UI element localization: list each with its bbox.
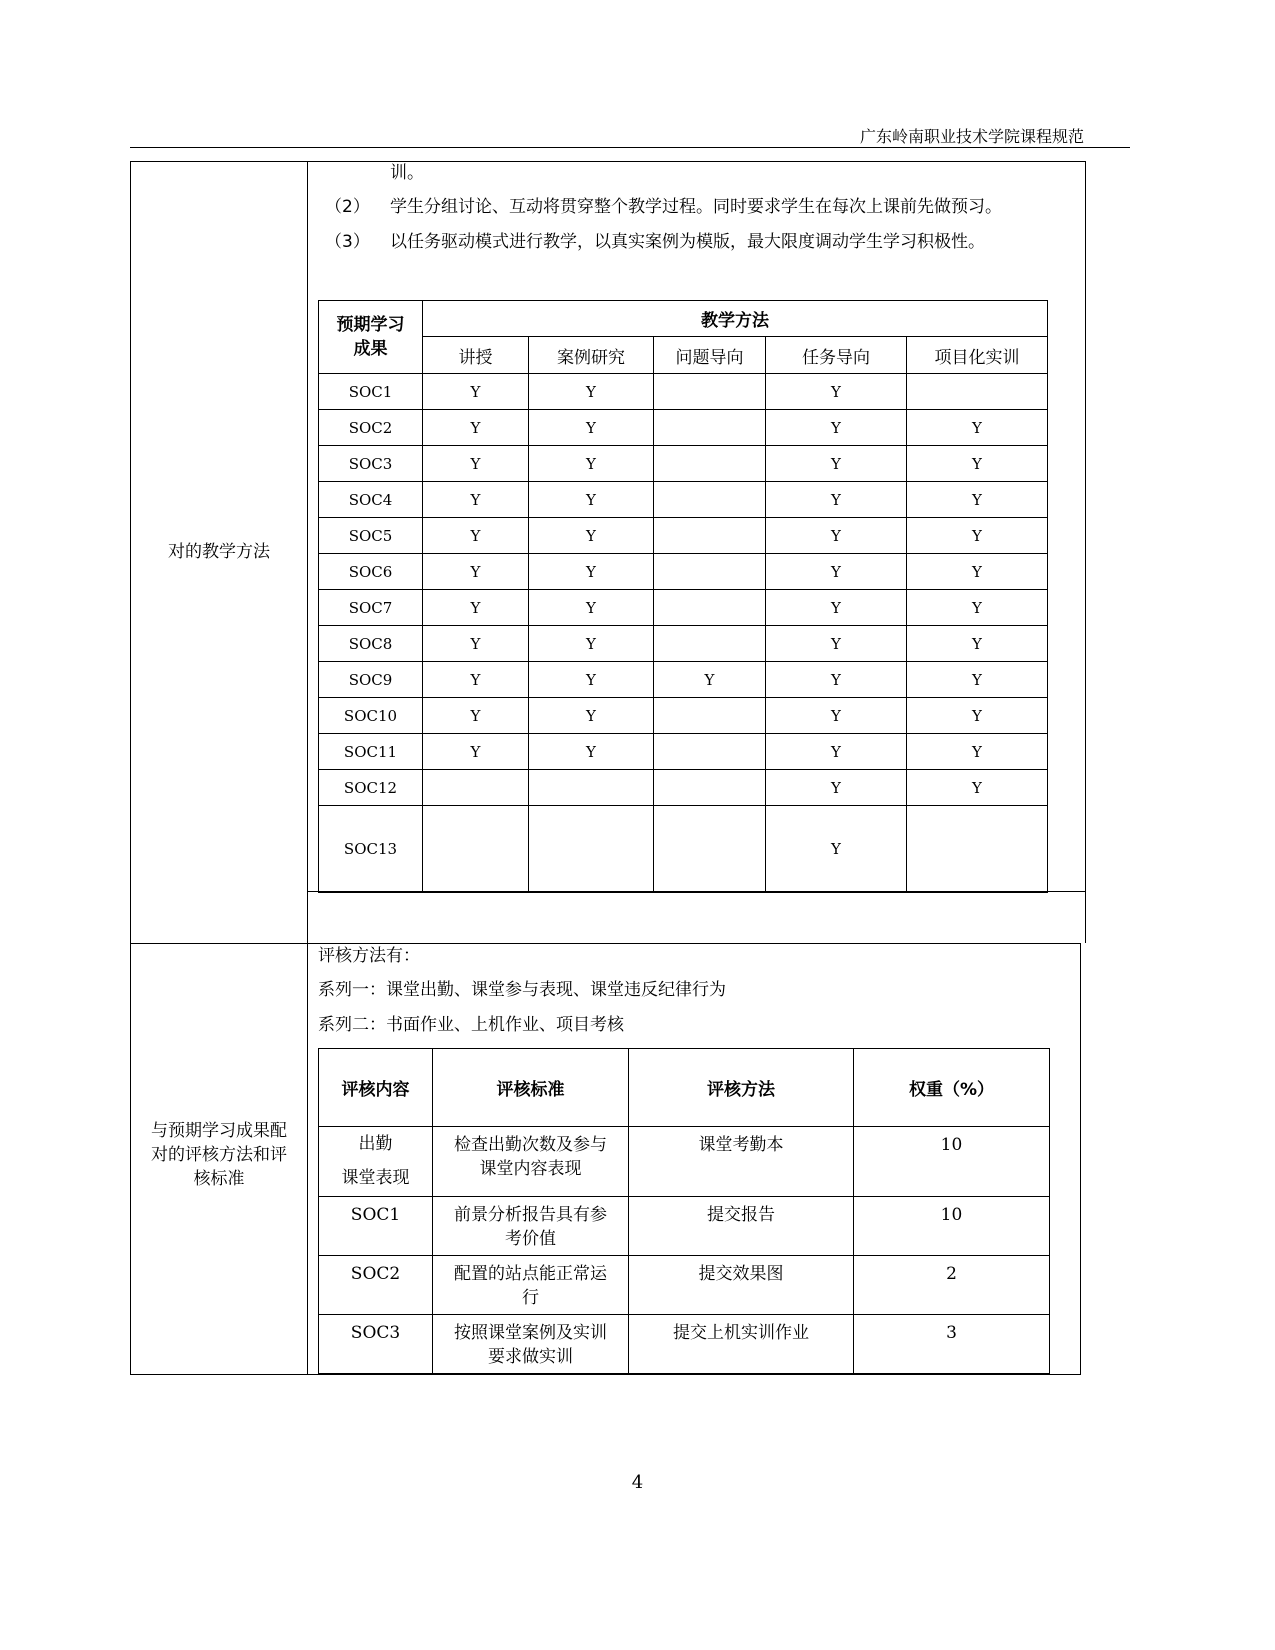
method-mark: Y [423,626,529,662]
assessment-table [318,1048,1050,1374]
method-mark: Y [529,662,654,698]
outcome-id: SOC6 [319,554,423,590]
assessment-series-2: 系列二：书面作业、上机作业、项目考核 [318,1015,624,1035]
outcome-id: SOC2 [319,410,423,446]
method-mark: Y [423,374,529,410]
outcome-id: SOC1 [319,374,423,410]
method-mark: Y [423,590,529,626]
method-mark [654,734,766,770]
outcome-id: SOC7 [319,590,423,626]
header-rule [130,147,1130,148]
method-mark: Y [766,446,907,482]
method-mark [654,554,766,590]
method-mark: Y [907,410,1048,446]
assessment-series-1: 系列一：课堂出勤、课堂参与表现、课堂违反纪律行为 [318,980,726,1000]
method-mark [654,590,766,626]
page-number: 4 [631,1472,644,1493]
method-mark: Y [766,626,907,662]
method-mark: Y [529,518,654,554]
outcome-id: SOC4 [319,482,423,518]
method-mark [529,806,654,893]
method-mark: Y [423,518,529,554]
assessment-intro: 评核方法有： [318,946,420,966]
assessment-section-label: 与预期学习成果配对的评核方法和评核标准 [151,1121,287,1189]
assessment-standard: 检查出勤次数及参与课堂内容表现 [433,1127,629,1197]
method-mark [654,410,766,446]
teaching-methods-table [318,300,1048,893]
assessment-section-divider [307,943,308,1375]
method-mark: Y [423,446,529,482]
assessment-standard: 按照课堂案例及实训要求做实训 [433,1315,629,1374]
method-mark: Y [654,662,766,698]
outcome-id: SOC3 [319,446,423,482]
method-mark: Y [529,590,654,626]
method-mark: Y [529,410,654,446]
method-mark: Y [529,374,654,410]
assessment-method: 提交效果图 [629,1256,854,1315]
teaching-line-3 [325,231,985,253]
method-mark: Y [423,554,529,590]
outcome-id: SOC10 [319,698,423,734]
method-header: 讲授 [423,337,529,374]
method-mark: Y [529,482,654,518]
method-mark: Y [907,770,1048,806]
outcome-id: SOC12 [319,770,423,806]
method-mark: Y [529,698,654,734]
outcome-id: SOC13 [319,806,423,893]
teaching-row-2 [319,410,1048,446]
teaching-row-11 [319,734,1048,770]
method-mark: Y [766,482,907,518]
assessment-row-4 [319,1315,1050,1374]
methods-group-header: 教学方法 [423,301,1048,337]
assessment-method: 提交上机实训作业 [629,1315,854,1374]
teaching-row-10 [319,698,1048,734]
method-mark [423,806,529,893]
method-mark: Y [766,770,907,806]
assessment-row-2 [319,1197,1050,1256]
assessment-weight: 2 [854,1256,1050,1315]
method-mark [529,770,654,806]
method-mark: Y [766,518,907,554]
method-mark: Y [529,626,654,662]
method-mark [654,698,766,734]
method-mark [654,374,766,410]
teaching-section-divider [307,161,308,943]
assessment-method: 课堂考勤本 [629,1127,854,1197]
method-mark [907,374,1048,410]
assessment-standard: 前景分析报告具有参考价值 [433,1197,629,1256]
method-mark: Y [766,554,907,590]
teaching-line-3-num: （3） [325,232,370,252]
assessment-row-3 [319,1256,1050,1315]
method-mark [423,770,529,806]
corner-header: 预期学习成果 [319,301,423,374]
method-mark: Y [529,446,654,482]
method-mark: Y [529,554,654,590]
method-header: 问题导向 [654,337,766,374]
method-mark: Y [766,410,907,446]
assessment-content: SOC1 [319,1197,433,1256]
method-mark: Y [907,590,1048,626]
method-mark: Y [766,734,907,770]
assessment-header-standard: 评核标准 [433,1049,629,1127]
method-mark: Y [907,734,1048,770]
assessment-row-1 [319,1127,1050,1197]
method-mark: Y [907,446,1048,482]
method-mark: Y [529,734,654,770]
assessment-method: 提交报告 [629,1197,854,1256]
method-header: 项目化实训 [907,337,1048,374]
assessment-weight: 10 [854,1127,1050,1197]
teaching-row-3 [319,446,1048,482]
teaching-row-6 [319,554,1048,590]
assessment-weight: 10 [854,1197,1050,1256]
assessment-header-content: 评核内容 [319,1049,433,1127]
teaching-row-12 [319,770,1048,806]
teaching-row-1 [319,374,1048,410]
method-mark: Y [423,410,529,446]
method-mark [654,446,766,482]
method-mark [654,482,766,518]
method-mark: Y [766,590,907,626]
method-mark: Y [423,662,529,698]
method-mark [654,518,766,554]
method-mark [654,806,766,893]
method-mark: Y [907,518,1048,554]
teaching-line-1 [390,162,424,184]
method-mark: Y [423,482,529,518]
assessment-content: 出勤 课堂表现 [319,1127,433,1197]
method-mark: Y [423,698,529,734]
method-mark: Y [766,662,907,698]
assessment-weight: 3 [854,1315,1050,1374]
outcome-id: SOC9 [319,662,423,698]
teaching-methods-rows [319,374,1048,893]
assessment-content: SOC2 [319,1256,433,1315]
method-mark: Y [907,482,1048,518]
teaching-line-2 [325,196,1002,218]
method-mark: Y [423,734,529,770]
method-header: 任务导向 [766,337,907,374]
page-header-title: 广东岭南职业技术学院课程规范 [860,127,1085,146]
method-mark [907,806,1048,893]
teaching-line-2-num: （2） [325,197,370,217]
teaching-line-2-text: 学生分组讨论、互动将贯穿整个教学过程。同时要求学生在每次上课前先做预习。 [390,197,1002,217]
method-mark: Y [907,662,1048,698]
assessment-standard: 配置的站点能正常运行 [433,1256,629,1315]
teaching-row-9 [319,662,1048,698]
teaching-line-1-text: 训。 [390,163,424,183]
method-mark [654,626,766,662]
method-header: 案例研究 [529,337,654,374]
assessment-header-method: 评核方法 [629,1049,854,1127]
method-mark: Y [907,698,1048,734]
teaching-row-13 [319,806,1048,893]
outcome-id: SOC11 [319,734,423,770]
assessment-content: SOC3 [319,1315,433,1374]
method-mark: Y [766,806,907,893]
outcome-id: SOC8 [319,626,423,662]
teaching-line-3-text: 以任务驱动模式进行教学，以真实案例为模版，最大限度调动学生学习积极性。 [390,232,985,252]
teaching-row-7 [319,590,1048,626]
teaching-row-8 [319,626,1048,662]
method-mark: Y [907,626,1048,662]
method-mark: Y [766,374,907,410]
method-mark: Y [766,698,907,734]
outcome-id: SOC5 [319,518,423,554]
assessment-header-weight: 权重（%） [854,1049,1050,1127]
teaching-row-5 [319,518,1048,554]
assessment-rows [319,1127,1050,1374]
method-mark: Y [907,554,1048,590]
method-mark [654,770,766,806]
teaching-section-label: 对的教学方法 [168,542,270,562]
teaching-row-4 [319,482,1048,518]
